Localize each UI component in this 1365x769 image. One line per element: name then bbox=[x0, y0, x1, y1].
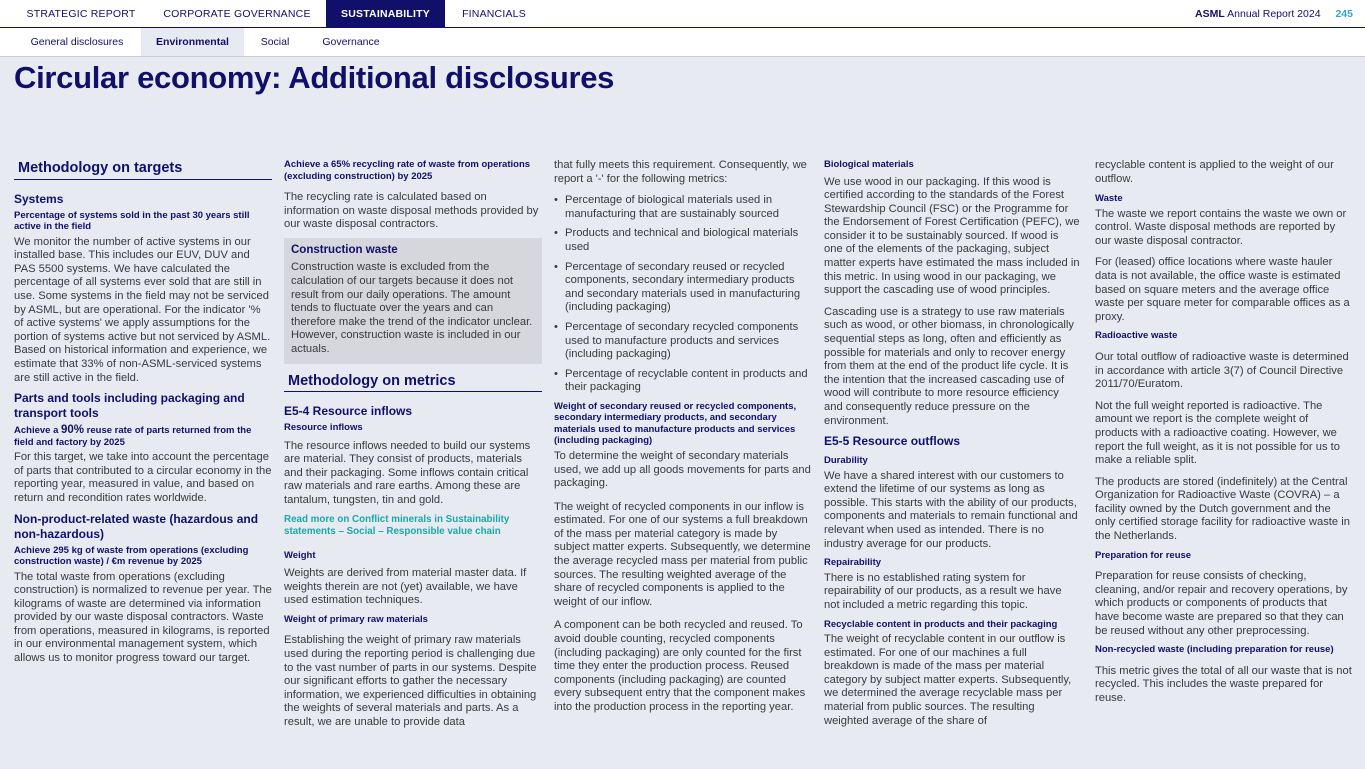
subheading: Durability bbox=[824, 455, 868, 467]
construction-waste-box bbox=[284, 238, 542, 364]
paragraph: A component can be both recycled and reused. To avoid double counting, recycled components (including packaging) are only counted for the first time they enter the production process. Reused components (including packaging) are counted every subsequent entry that the component makes into the production process in the reporting year. bbox=[554, 619, 806, 713]
paragraph: The recycling rate is calculated based on information on waste disposal methods provided by our waste disposal contractors. bbox=[284, 191, 539, 231]
subheading-highlight: 90% bbox=[61, 424, 85, 437]
subheading: Biological materials bbox=[824, 159, 914, 170]
subheading: Repairability bbox=[824, 557, 882, 569]
paragraph: recyclable content is applied to the weight of our outflow. bbox=[1095, 159, 1334, 185]
tab-strategic-report[interactable]: STRATEGIC REPORT bbox=[26, 8, 136, 20]
column-2 bbox=[284, 159, 542, 736]
subheading: Recyclable content in products and their packaging bbox=[824, 618, 1058, 630]
column-3 bbox=[554, 159, 812, 721]
paragraph: This metric gives the total of all our waste that is not recycled. This includes the waste prepared for reuse. bbox=[1095, 664, 1352, 704]
subheading: Weight of primary raw materials bbox=[284, 613, 428, 625]
page-number: 245 bbox=[1335, 8, 1353, 20]
paragraph: Cascading use is a strategy to use raw materials such as wood, or other biomass, in chronologically sequential steps as long, often and efficiently as possible for materials and only to recover energy from them at the end of the product life cycle. It is the intention that the increased cascading use of wood will contribute to more resource efficiency and consequently reduce pressure on the environment. bbox=[824, 305, 1074, 427]
paragraph: We monitor the number of active systems in our installed base. This includes our EUV, DUV and PAS 5500 systems. We have calculated the percentage of all systems ever sold that are still in use. Some systems in the field may not be serviced by ASML, but are operational. For the indicator '% of active systems' we apply assumptions for the portion of systems active but not serviced by ASML. Based on historical information and experience, we estimate that 33% of non-ASML-serviced systems are still active in the field. bbox=[14, 235, 271, 384]
column-4 bbox=[824, 159, 1080, 734]
paragraph: Weights are derived from material master data. If weights therein are not (yet) available, we have used estimation techniques. bbox=[284, 567, 527, 607]
column-5 bbox=[1095, 159, 1353, 711]
paragraph: Our total outflow of radioactive waste is determined in accordance with article 3(7) of Council Directive 2011/70/Euratom. bbox=[1095, 350, 1349, 391]
subheading: Achieve a 65% recycling rate of waste from operations (excluding construction) by 2025 bbox=[284, 159, 531, 182]
paragraph: For this target, we take into account the percentage of parts that contributed to a circular economy in the reporting year, measured in value, and based on return and recondition rates worldwide. bbox=[14, 451, 272, 504]
paragraph: Preparation for reuse consists of checking, cleaning, and/or repair and recovery operations, by which products or components of products that have become waste are prepared so that they can be reused without any other preprocessing. bbox=[1095, 570, 1348, 637]
subheading: Percentage of systems sold in the past 30 years still active in the field bbox=[14, 209, 250, 233]
tab-financials[interactable]: FINANCIALS bbox=[462, 8, 526, 20]
paragraph: For (leased) office locations where waste hauler data is not available, the office waste is estimated based on square meters and the average office waste per square meter for comparable offices as a proxy. bbox=[1095, 256, 1350, 323]
subtab-governance[interactable]: Governance bbox=[322, 36, 380, 48]
top-navigation bbox=[0, 0, 1365, 28]
list-item: • Percentage of recyclable content in products and their packaging bbox=[554, 368, 812, 395]
paragraph: The products are stored (indefinitely) at the Central Organization for Radioactive Waste (COVRA) – a facility owned by the Dutch government and the only certified storage facility for radioactive waste in the Netherlands. bbox=[1095, 475, 1350, 543]
paragraph: Establishing the weight of primary raw materials used during the reporting period is challenging due to the vast number of parts in our systems. Despite our significant efforts to gather the necessary information, we experienced difficulties in obtaining the weights of several materials and parts. As a result, we are unable to provide data bbox=[284, 634, 537, 728]
paragraph: The weight of recyclable content in our outflow is estimated. For one of our machines a full breakdown is made of the mass per material category by subject matter experts. Subsequently, we determined the average recyclable mass per material from public sources. The resulting weighted average of the share of bbox=[824, 633, 1072, 727]
subheading: Non-recycled waste (including preparation for reuse) bbox=[1095, 644, 1334, 656]
heading: E5-4 Resource inflows bbox=[284, 404, 413, 419]
paragraph: The resource inflows needed to build our systems are material. They consist of products, materials and their packaging. Some inflows contain critical raw materials and rare earths. Among these are tantalum, tungsten, tin and gold. bbox=[284, 439, 531, 506]
heading: E5-5 Resource outflows bbox=[824, 434, 961, 449]
brand-name: ASML bbox=[1195, 8, 1225, 20]
paragraph: There is no established rating system for repairability of our products, as a result we have not included a metric regarding this topic. bbox=[824, 571, 1062, 611]
subheading-text: Achieve a bbox=[14, 425, 61, 437]
sub-navigation bbox=[0, 28, 1365, 57]
subtab-environmental[interactable]: Environmental bbox=[141, 28, 244, 56]
list-item: • Percentage of secondary recycled components used to manufacture products and services (including packaging) bbox=[554, 321, 812, 362]
paragraph: that fully meets this requirement. Consequently, we report a '-' for the following metrics: bbox=[554, 159, 807, 185]
subtab-general-disclosures[interactable]: General disclosures bbox=[30, 36, 124, 48]
subheading: Preparation for reuse bbox=[1095, 549, 1192, 561]
paragraph: The waste we report contains the waste we own or control. Waste disposal methods are reported by our waste disposal contractor. bbox=[1095, 207, 1347, 247]
subheading: Weight of secondary reused or recycled components, secondary intermediary products, and secondary materials used to manufacture products and services (including packaging) bbox=[554, 400, 797, 447]
section-heading: Methodology on metrics bbox=[284, 372, 542, 393]
subheading bbox=[14, 425, 272, 448]
list-item: • Percentage of biological materials used in manufacturing that are sustainably sourced bbox=[554, 194, 812, 221]
paragraph: Not the full weight reported is radioactive. The amount we report is the complete weight of products with a radioactive coating. However, we report the full weight, as it is not possible for us to make a reliable split. bbox=[1095, 399, 1341, 467]
subheading-text: reuse rate of parts returned from the field and factory by 2025 bbox=[14, 425, 252, 448]
paragraph: We have a shared interest with our customers to extend the lifetime of our systems as long as possible. This starts with the ability of our products, components and materials to remain functional and relevant when used as intended. There is no industry average for our products. bbox=[824, 469, 1078, 550]
subheading: Radioactive waste bbox=[1095, 330, 1178, 342]
paragraph: The total waste from operations (excluding construction) is normalized to revenue per year. The kilograms of waste are determined via information provided by our waste disposal contractors. Waste from operations, measured in kilograms, is reported in our environmental management system, which allows us to monitor progress toward our target. bbox=[14, 570, 272, 665]
tab-corporate-governance[interactable]: CORPORATE GOVERNANCE bbox=[163, 8, 311, 20]
heading: Systems bbox=[14, 191, 64, 206]
list-item: • Products and technical and biological materials used bbox=[554, 227, 812, 254]
tab-sustainability[interactable]: SUSTAINABILITY bbox=[326, 0, 445, 27]
conflict-minerals-link[interactable]: Read more on Conflict minerals in Sustainability statements – Social – Responsible value chain bbox=[284, 513, 510, 537]
box-title: Construction waste bbox=[291, 243, 398, 256]
box-paragraph: Construction waste is excluded from the calculation of our targets because it does not result from our daily operations. The amount tends to fluctuate over the years and can therefore make the trend of the indicator unclear. However, construction waste is included in our actuals. bbox=[291, 261, 533, 355]
subheading: Waste bbox=[1095, 193, 1123, 205]
subheading: Achieve 295 kg of waste from operations (excluding construction waste) / €m revenue by 2025 bbox=[14, 544, 249, 567]
subheading: Weight bbox=[284, 549, 316, 561]
list-item: • Percentage of secondary reused or recycled components, secondary intermediary products and secondary materials used in manufacturing (including packaging) bbox=[554, 261, 812, 315]
report-name: Annual Report 2024 bbox=[1227, 8, 1321, 20]
paragraph: We use wood in our packaging. If this wood is certified according to the standards of the Forest Stewardship Council (FSC) or the Programme for the Endorsement of Forest Certification (PEFC), we consider it to be sustainably sourced. If wood is one of the elements of the packaging, subject matter experts have estimated the mass included in this metric. In using wood in our packaging, we support the cascading use of wood principles. bbox=[824, 175, 1080, 297]
page-title: Circular economy: Additional disclosures bbox=[14, 60, 615, 95]
subheading: Resource inflows bbox=[284, 422, 363, 434]
column-1 bbox=[14, 159, 272, 672]
paragraph: The weight of recycled components in our inflow is estimated. For one of our systems a full breakdown of the mass per material category is made by subject matter experts. Subsequently, we determine the average recycled mass per material from public sources. The resulting weighted average of the share of recycled components is applied to the weight of our inflow. bbox=[554, 500, 811, 608]
section-heading: Methodology on targets bbox=[14, 159, 272, 180]
report-info bbox=[1195, 0, 1353, 28]
heading: Non-product-related waste (hazardous and non-hazardous) bbox=[14, 511, 259, 541]
heading: Parts and tools including packaging and transport tools bbox=[14, 391, 245, 421]
paragraph: To determine the weight of secondary materials used, we add up all goods movements for parts and packaging. bbox=[554, 449, 811, 490]
subtab-social[interactable]: Social bbox=[260, 36, 290, 48]
metrics-list bbox=[554, 194, 812, 395]
